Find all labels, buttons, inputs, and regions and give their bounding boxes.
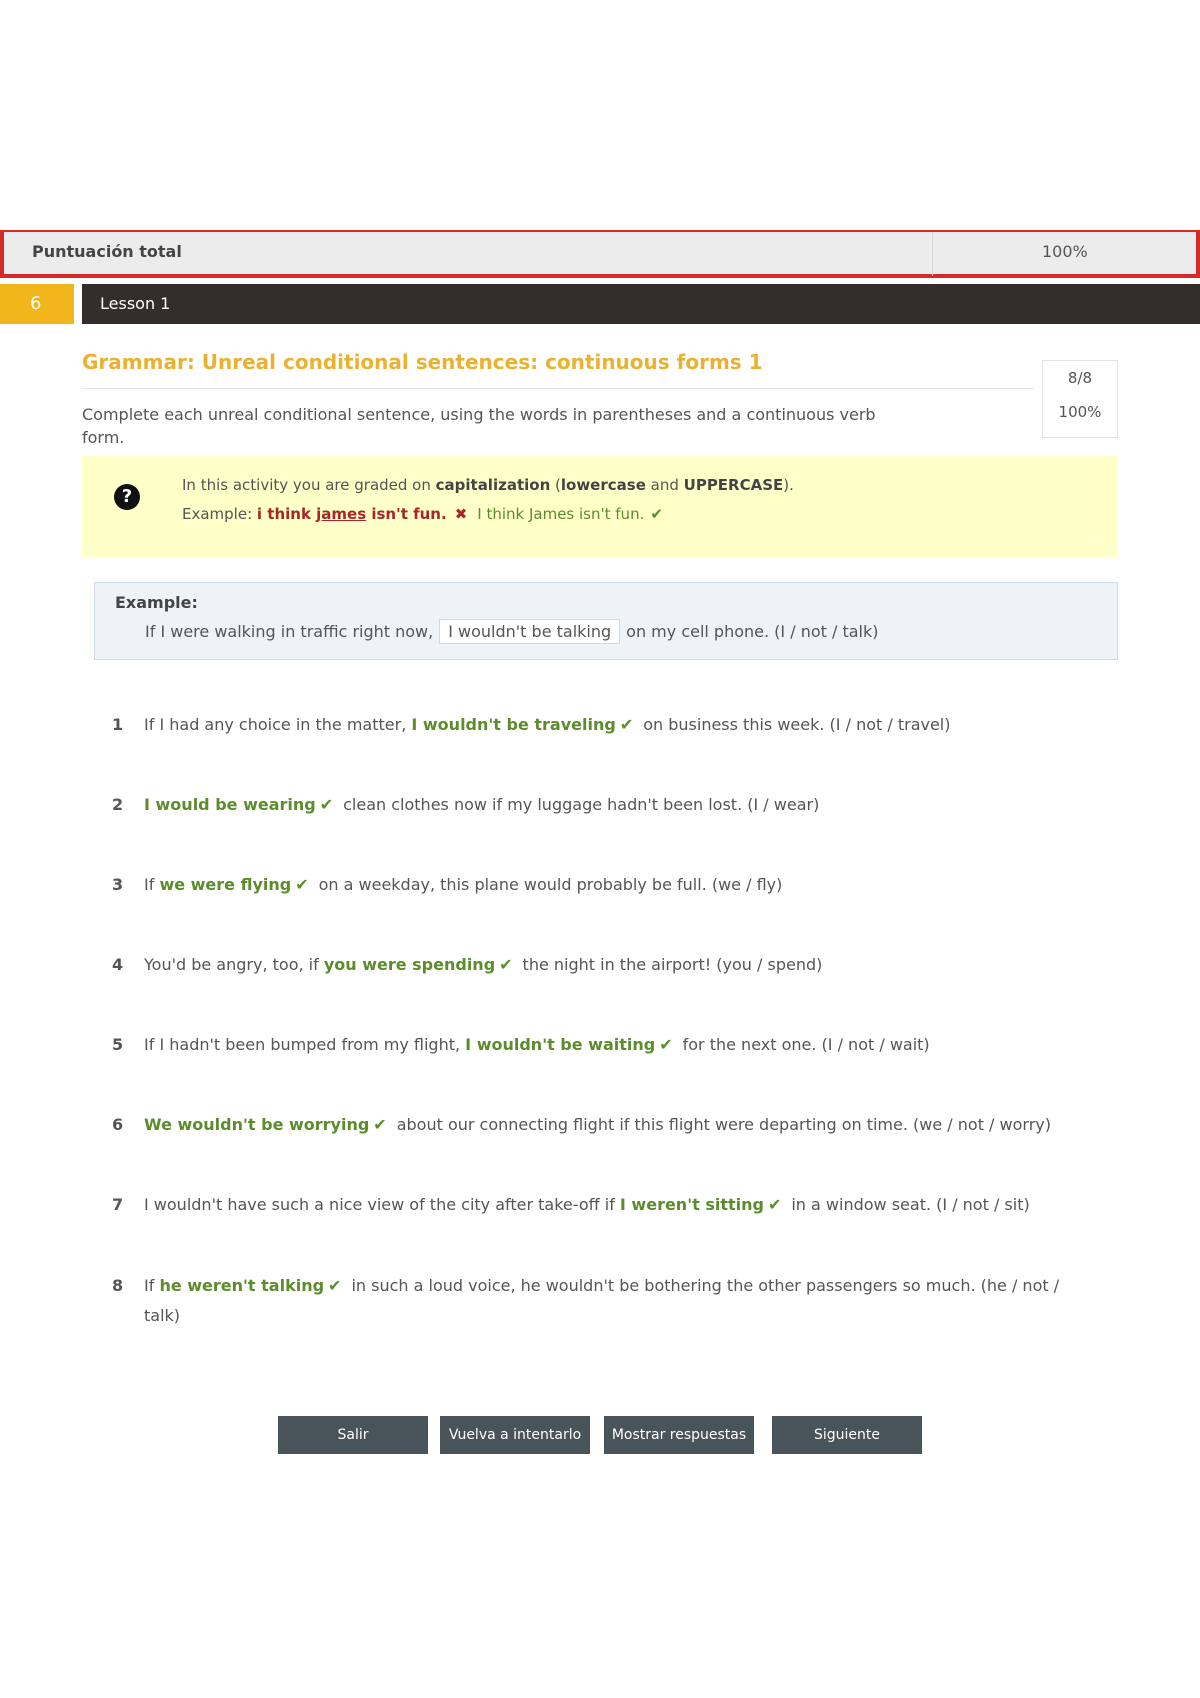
next-button[interactable]: Siguiente — [772, 1416, 922, 1454]
activity-score-fraction: 8/8 — [1067, 369, 1093, 387]
correct-example: I think James isn't fun. — [477, 505, 645, 523]
item-number: 1 — [112, 715, 124, 734]
check-icon: ✔ — [767, 1195, 782, 1214]
capitalization-note — [82, 456, 1118, 558]
answer-input[interactable]: we were flying — [159, 875, 292, 894]
wrong-example: i think james isn't fun. — [256, 505, 447, 523]
answer-input[interactable]: I weren't sitting — [619, 1195, 764, 1214]
answer-input[interactable]: he weren't talking — [159, 1276, 325, 1295]
answer-input[interactable]: We wouldn't be worrying — [144, 1115, 370, 1134]
example-answer-field: I wouldn't be talking — [439, 619, 620, 644]
item-number: 6 — [112, 1115, 124, 1134]
retry-button[interactable]: Vuelva a intentarlo — [440, 1416, 590, 1454]
answer-input[interactable]: I wouldn't be waiting — [465, 1035, 656, 1054]
activity-title: Grammar: Unreal conditional sentences: continuous forms 1 — [82, 350, 763, 374]
activity-score-box — [1042, 360, 1118, 438]
check-icon: ✔ — [650, 505, 663, 523]
cross-icon: ✖ — [454, 505, 468, 523]
check-icon: ✔ — [328, 1276, 342, 1295]
activity-instructions: Complete each unreal conditional sentence, using the words in parentheses and a continuous verb form. — [82, 405, 876, 447]
total-score-bar — [0, 230, 1200, 278]
help-icon: ? — [114, 484, 140, 510]
answer-input[interactable]: I would be wearing — [144, 795, 316, 814]
item-number: 2 — [112, 795, 124, 814]
note-example: Example: i think james isn't fun. ✖ I think James isn't fun. ✔ — [182, 505, 663, 523]
lesson-header — [82, 284, 1200, 324]
lesson-title: Lesson 1 — [100, 294, 171, 313]
title-divider — [82, 388, 1034, 389]
total-score-label: Puntuación total — [32, 242, 182, 261]
check-icon: ✔ — [499, 955, 513, 974]
item-number: 5 — [112, 1035, 124, 1054]
check-icon: ✔ — [619, 715, 634, 734]
score-divider — [932, 232, 933, 276]
check-icon: ✔ — [659, 1035, 673, 1054]
check-icon: ✔ — [319, 795, 334, 814]
total-score-value: 100% — [1042, 242, 1088, 261]
answer-input[interactable]: I wouldn't be traveling — [411, 715, 616, 734]
activity-score-percent: 100% — [1058, 403, 1102, 421]
check-icon: ✔ — [295, 875, 309, 894]
item-number: 8 — [112, 1276, 124, 1295]
item-number: 7 — [112, 1195, 124, 1214]
check-icon: ✔ — [373, 1115, 387, 1134]
answer-input[interactable]: you were spending — [323, 955, 496, 974]
example-box — [94, 582, 1118, 660]
item-number: 3 — [112, 875, 124, 894]
exit-button[interactable]: Salir — [278, 1416, 428, 1454]
example-label: Example: — [115, 593, 198, 612]
show-answers-button[interactable]: Mostrar respuestas — [604, 1416, 754, 1454]
note-text: In this activity you are graded on capitalization (lowercase and UPPERCASE). — [182, 476, 794, 494]
example-sentence: If I were walking in traffic right now, I wouldn't be talking on my cell phone. (I / not / talk) — [145, 619, 879, 644]
lesson-number-badge: 6 — [0, 284, 74, 324]
item-number: 4 — [112, 955, 124, 974]
